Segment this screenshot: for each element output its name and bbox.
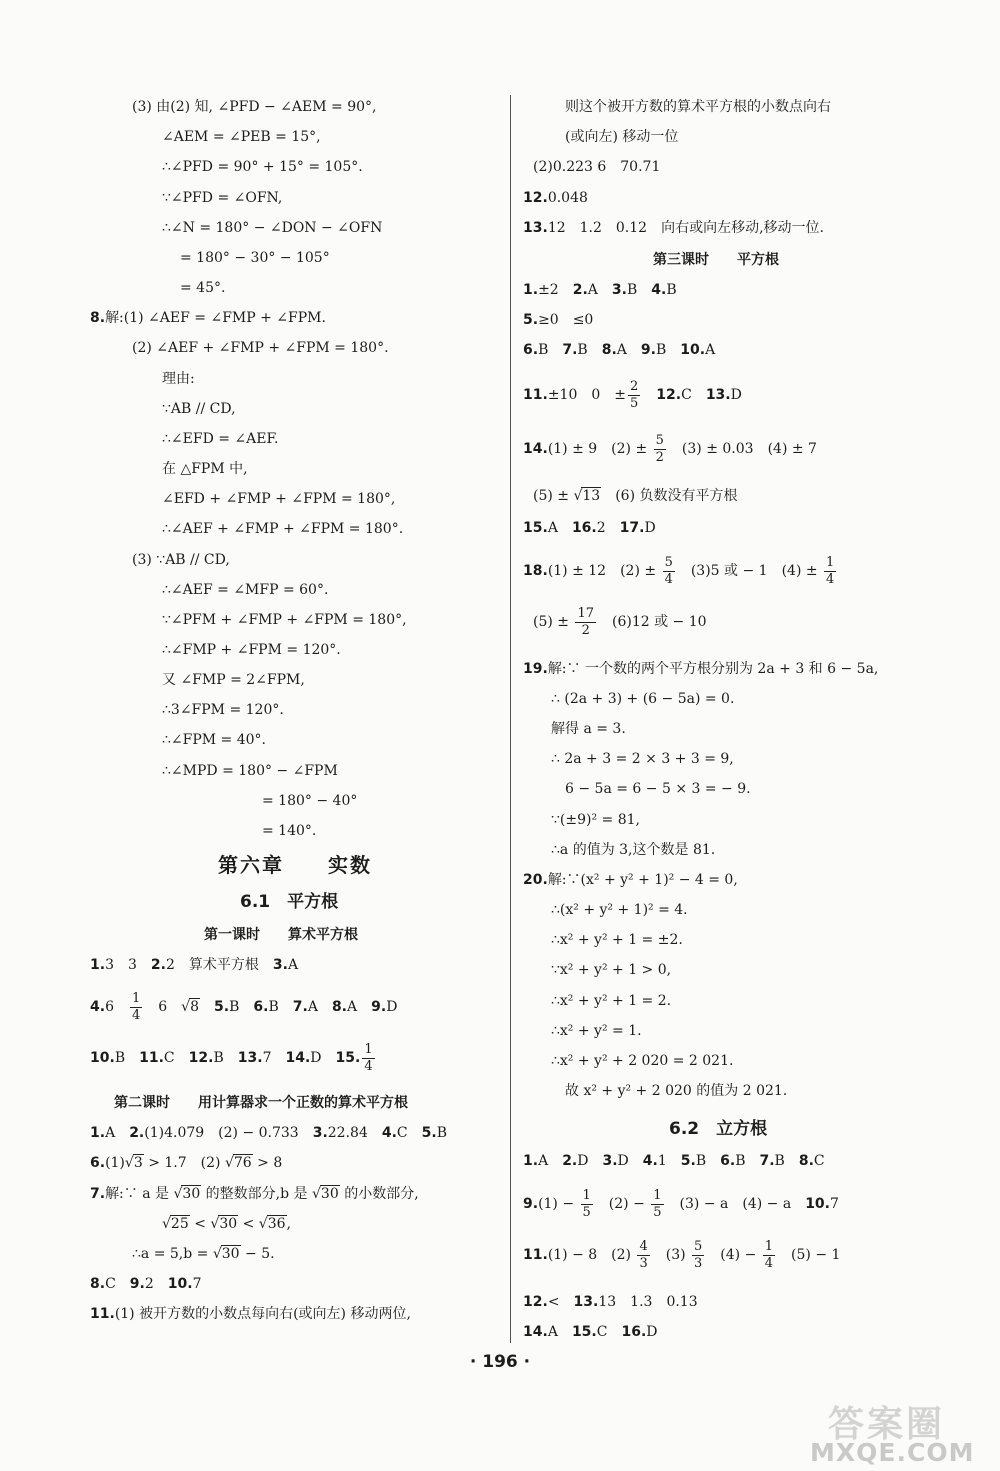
- answer-line: ∵x² + y² + 1 > 0,: [551, 962, 672, 978]
- answer-line: 则这个被开方数的算术平方根的小数点向右: [565, 99, 831, 115]
- watermark-url: MXQE.COM: [810, 1438, 975, 1467]
- section-title: 6.2 立方根: [669, 1119, 768, 1139]
- answer-line: ∴ (2a + 3) + (6 − 5a) = 0.: [551, 691, 735, 707]
- page-number: · 196 ·: [469, 1352, 531, 1372]
- answer-line: (2)0.223 6 70.71: [533, 159, 661, 175]
- answer-line: ∵(±9)² = 81,: [551, 812, 640, 828]
- answer-line: ∠EFD + ∠FMP + ∠FPM = 180°,: [162, 491, 396, 507]
- answer-line: 11.(1) − 8 (2) $\frac{4}{3}$ (3) $\frac{5}{3}$ (4) − $\frac{1}{4}$ (5) − 1: [523, 1238, 841, 1271]
- answer-line: ∴3∠FPM = 120°.: [162, 702, 284, 718]
- answer-line: 14.A 15.C 16.D: [523, 1324, 658, 1340]
- answer-line: ∴∠PFD = 90° + 15° = 105°.: [162, 159, 363, 175]
- answer-line: 15.A 16.2 17.D: [523, 520, 656, 536]
- section-title: 6.1 平方根: [240, 892, 339, 912]
- answer-line: = 180° − 40°: [262, 793, 358, 809]
- answer-line: (5) ± √13 (6) 负数没有平方根: [533, 488, 738, 504]
- answer-line: 10.B 11.C 12.B 13.7 14.D 15. $\frac{1}{4}$: [90, 1041, 373, 1074]
- fraction: $\frac{2}{5}$: [630, 378, 639, 411]
- fraction: $\frac{5}{4}$: [664, 554, 673, 587]
- answer-line: 9.(1) − $\frac{1}{5}$ (2) − $\frac{1}{5}$ (3) − a (4) − a 10.7: [523, 1187, 839, 1220]
- answer-line: ∴∠FMP + ∠FPM = 120°.: [162, 642, 341, 658]
- chapter-title: 第六章 实数: [218, 853, 372, 877]
- answer-line: ∵∠PFD = ∠OFN,: [162, 190, 283, 206]
- fraction: $\frac{1}{4}$: [131, 990, 141, 1023]
- answer-line: 1.A 2.D 3.D 4.1 5.B 6.B 7.B 8.C: [523, 1153, 825, 1169]
- answer-line: 18.(1) ± 12 (2) ± $\frac{5}{4}$ (3)5 或 − 1 (4) ± $\frac{1}{4}$: [523, 554, 835, 587]
- answer-line: ∴a = 5,b = √30 − 5.: [132, 1246, 275, 1262]
- answer-line: (5) ± $\frac{17}{2}$ (6)12 或 − 10: [533, 605, 707, 638]
- fraction: $\frac{1}{4}$: [764, 1238, 774, 1271]
- answer-line: = 45°.: [180, 280, 226, 296]
- answer-line: ∴x² + y² = 1.: [551, 1023, 642, 1039]
- fraction: $\frac{5}{2}$: [655, 432, 664, 465]
- answer-line: 12.< 13.13 1.3 0.13: [523, 1294, 698, 1310]
- answer-line: 理由:: [162, 371, 195, 387]
- answer-line: 1.A 2.(1)4.079 (2) − 0.733 3.22.84 4.C 5.B: [90, 1125, 447, 1141]
- fraction: $\frac{1}{4}$: [826, 554, 835, 587]
- answer-line: ∴∠EFD = ∠AEF.: [162, 431, 279, 447]
- answer-line: ∴∠MPD = 180° − ∠FPM: [162, 763, 338, 779]
- fraction: $\frac{1}{5}$: [653, 1187, 662, 1220]
- answer-line: 解得 a = 3.: [551, 721, 626, 737]
- answer-line: 11.(1) 被开方数的小数点每向右(或向左) 移动两位,: [90, 1306, 411, 1322]
- watermark-logo: 答案圈: [828, 1404, 946, 1445]
- fraction: $\frac{1}{4}$: [364, 1041, 373, 1074]
- answer-line: ∴∠AEF = ∠MFP = 60°.: [162, 582, 329, 598]
- answer-line: 8.解:(1) ∠AEF = ∠FMP + ∠FPM.: [90, 310, 326, 326]
- lesson-title: 第二课时 用计算器求一个正数的算术平方根: [114, 1095, 408, 1111]
- answer-line: 4.6 $\frac{1}{4}$ 6 √8 5.B 6.B 7.A 8.A 9.D: [90, 990, 398, 1023]
- answer-line: ∵AB // CD,: [162, 401, 236, 417]
- answer-line: 13.12 1.2 0.12 向右或向左移动,移动一位.: [523, 220, 824, 236]
- answer-line: ∴ 2a + 3 = 2 × 3 + 3 = 9,: [551, 751, 734, 767]
- answer-line: (或向左) 移动一位: [565, 129, 679, 145]
- fraction: $\frac{5}{3}$: [694, 1238, 703, 1271]
- answer-line: ∴x² + y² + 1 = ±2.: [551, 932, 683, 948]
- answer-line: = 140°.: [262, 823, 317, 839]
- answer-line: 6.(1)√3 > 1.7 (2) √76 > 8: [90, 1155, 283, 1171]
- answer-line: 12.0.048: [523, 190, 588, 206]
- answer-line: 19.解:∵ 一个数的两个平方根分别为 2a + 3 和 6 − 5a,: [523, 661, 879, 677]
- answer-line: ∴(x² + y² + 1)² = 4.: [551, 902, 688, 918]
- answer-line: 在 △FPM 中,: [162, 461, 248, 477]
- answer-line: (3) ∵AB // CD,: [132, 552, 230, 568]
- column-divider: [510, 95, 511, 1343]
- fraction: $\frac{17}{2}$: [577, 605, 595, 638]
- answer-line: ∴∠FPM = 40°.: [162, 732, 267, 748]
- answer-line: 8.C 9.2 10.7: [90, 1276, 202, 1292]
- fraction: $\frac{4}{3}$: [639, 1238, 648, 1271]
- answer-line: ∴x² + y² + 1 = 2.: [551, 993, 672, 1009]
- answer-line: (2) ∠AEF + ∠FMP + ∠FPM = 180°.: [132, 340, 389, 356]
- answer-line: 6.B 7.B 8.A 9.B 10.A: [523, 342, 716, 358]
- answer-line: 又 ∠FMP = 2∠FPM,: [162, 672, 305, 688]
- answer-line: = 180° − 30° − 105°: [180, 250, 330, 266]
- answer-line: 20.解:∵(x² + y² + 1)² − 4 = 0,: [523, 872, 738, 888]
- answer-line: 7.解:∵ a 是 √30 的整数部分,b 是 √30 的小数部分,: [90, 1186, 419, 1202]
- answer-line: ∴x² + y² + 2 020 = 2 021.: [551, 1053, 734, 1069]
- answer-line: 1.±2 2.A 3.B 4.B: [523, 282, 677, 298]
- lesson-title: 第三课时 平方根: [653, 252, 779, 268]
- answer-line: 5.≥0 ≤0: [523, 312, 594, 328]
- answer-line: ∠AEM = ∠PEB = 15°,: [162, 129, 321, 145]
- answer-line: ∵∠PFM + ∠FMP + ∠FPM = 180°,: [162, 612, 407, 628]
- answer-line: 11.±10 0 ± $\frac{2}{5}$ 12.C 13.D: [523, 378, 742, 411]
- answer-line: 14.(1) ± 9 (2) ± $\frac{5}{2}$ (3) ± 0.03 (4) ± 7: [523, 432, 817, 465]
- answer-line: 故 x² + y² + 2 020 的值为 2 021.: [565, 1083, 788, 1099]
- answer-line: ∴a 的值为 3,这个数是 81.: [551, 842, 716, 858]
- answer-line: 1.3 3 2.2 算术平方根 3.A: [90, 957, 299, 973]
- fraction: $\frac{1}{5}$: [582, 1187, 591, 1220]
- lesson-title: 第一课时 算术平方根: [204, 927, 358, 943]
- answer-line: √25 < √30 < √36,: [162, 1216, 291, 1232]
- answer-line: ∴∠AEF + ∠FMP + ∠FPM = 180°.: [162, 521, 404, 537]
- answer-line: (3) 由(2) 知, ∠PFD − ∠AEM = 90°,: [132, 99, 377, 115]
- answer-line: 6 − 5a = 6 − 5 × 3 = − 9.: [565, 781, 751, 797]
- answer-line: ∴∠N = 180° − ∠DON − ∠OFN: [162, 220, 383, 236]
